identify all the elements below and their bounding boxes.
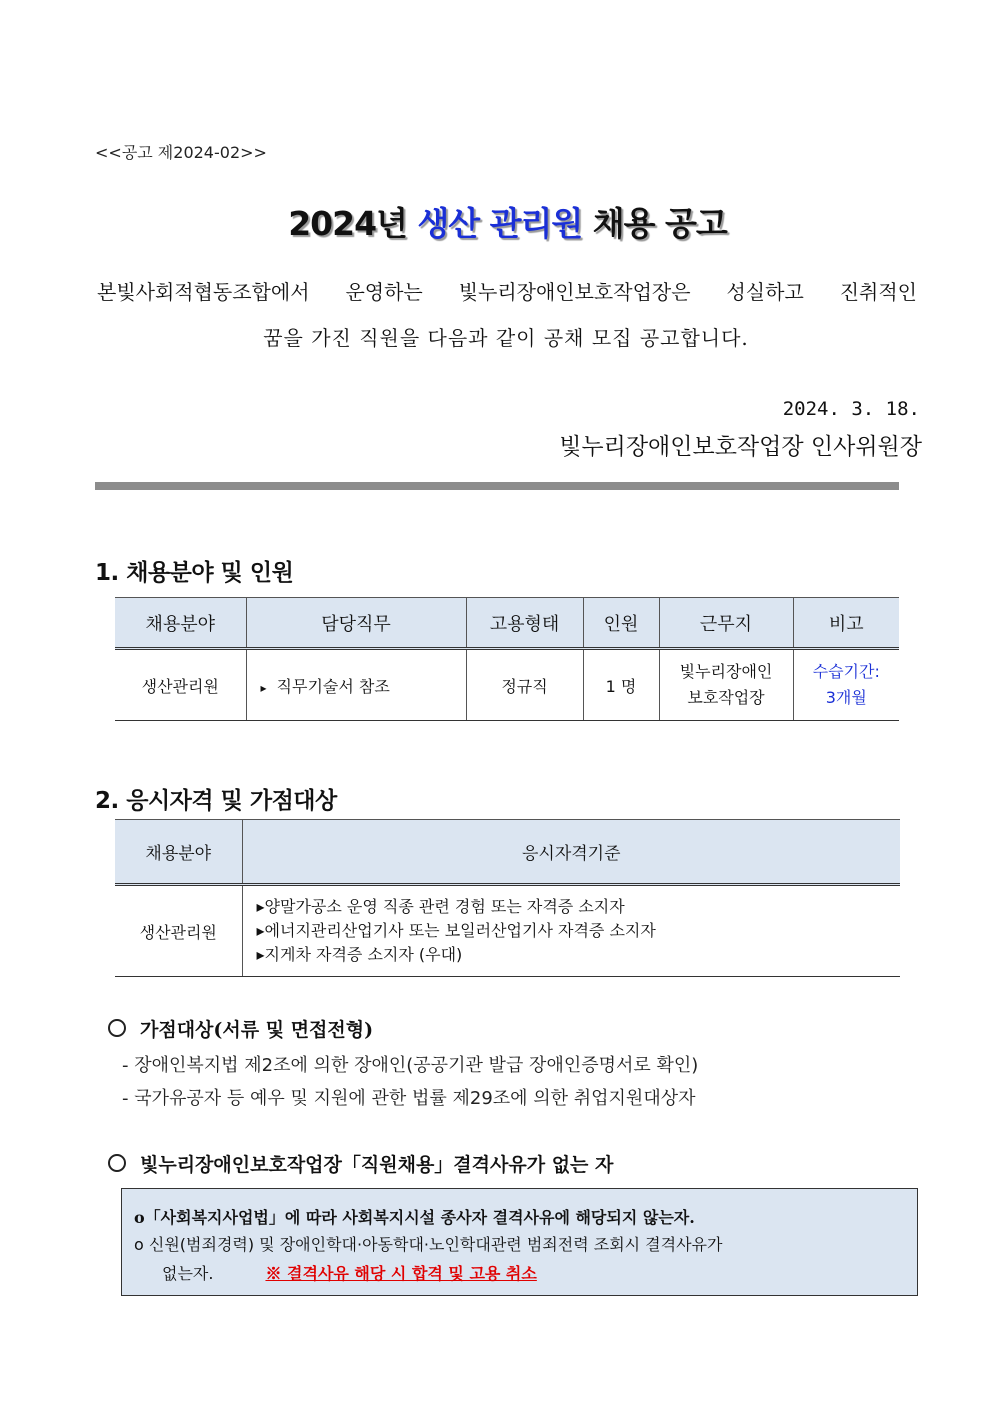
intro-line-1: 본빛사회적협동조합에서 운영하는 빛누리장애인보호작업장은 성실하고 진취적인 — [97, 280, 917, 304]
criteria-item: ▸지게차 자격증 소지자 (우대) — [256, 945, 463, 964]
field-cell: 생산관리원 — [115, 649, 246, 721]
disqualify-line-1: o「사회복지사업법」에 따라 사회복지시설 종사자 결격사유에 해당되지 않는자. — [134, 1208, 695, 1227]
title-highlight: 생산 관리원 — [417, 204, 583, 243]
col-header: 채용분야 — [115, 598, 246, 649]
criteria-item: ▸에너지관리산업기사 또는 보일러산업기사 자격증 소지자 — [256, 921, 656, 940]
disqualify-heading — [108, 1150, 613, 1177]
col-header: 응시자격기준 — [242, 820, 900, 885]
col-header: 인원 — [583, 598, 659, 649]
circle-bullet-icon — [108, 1019, 126, 1037]
table-row — [115, 649, 899, 721]
section2-heading: 2. 응시자격 및 가점대상 — [95, 788, 337, 814]
header-divider — [95, 482, 899, 490]
bonus-item: - 장애인복지법 제2조에 의한 장애인(공공기관 발급 장애인증명서로 확인) — [122, 1055, 699, 1076]
page-title — [0, 198, 992, 245]
intro-line-2: 꿈을 가진 직원을 다음과 같이 공채 모집 공고합니다. — [263, 326, 749, 350]
title-prefix: 2024년 — [288, 204, 418, 243]
col-header: 채용분야 — [115, 820, 242, 885]
location-line: 빛누리장애인 — [679, 662, 773, 681]
bonus-heading-text: 가점대상(서류 및 면접전형) — [140, 1019, 374, 1041]
table-header-row — [115, 820, 900, 885]
triangle-bullet-icon: ▸ — [260, 680, 267, 695]
title-suffix: 채용 공고 — [582, 204, 727, 243]
notice-number: <<공고 제2024-02>> — [95, 143, 267, 162]
qualification-table — [115, 819, 900, 977]
section1-heading: 1. 채용분야 및 인원 — [95, 560, 294, 586]
count-cell: 1 명 — [583, 649, 659, 721]
bonus-item: - 국가유공자 등 예우 및 지원에 관한 법률 제29조에 의한 취업지원대상자 — [122, 1088, 696, 1109]
duty-cell — [246, 649, 466, 721]
note-cell — [793, 649, 899, 721]
disqualify-line-2: o 신원(범죄경력) 및 장애인학대·아동학대·노인학대관련 범죄전력 조회시 결격사유가 — [134, 1235, 723, 1254]
disqualify-box — [121, 1188, 918, 1296]
location-cell — [659, 649, 793, 721]
note-line: 수습기간: — [812, 662, 880, 681]
note-line: 3개월 — [825, 688, 867, 707]
disqualify-line-3-text: 없는자. — [162, 1264, 214, 1283]
col-header: 비고 — [793, 598, 899, 649]
col-header: 근무지 — [659, 598, 793, 649]
notice-date: 2024. 3. 18. — [782, 398, 920, 420]
col-header: 고용형태 — [466, 598, 583, 649]
col-header: 담당직무 — [246, 598, 466, 649]
location-line: 보호작업장 — [687, 688, 765, 707]
disqualify-line-3 — [162, 1261, 537, 1284]
issuer: 빛누리장애인보호작업장 인사위원장 — [559, 434, 922, 460]
circle-bullet-icon — [108, 1154, 126, 1172]
criteria-item: ▸양말가공소 운영 직종 관련 경험 또는 자격증 소지자 — [256, 897, 625, 916]
table-row — [115, 885, 900, 977]
table-header-row — [115, 598, 899, 649]
disqualify-heading-text: 빛누리장애인보호작업장「직원채용」결격사유가 없는 자 — [140, 1154, 614, 1176]
positions-table — [115, 597, 899, 721]
bonus-heading — [108, 1015, 373, 1042]
type-cell: 정규직 — [466, 649, 583, 721]
field-cell: 생산관리원 — [115, 885, 242, 977]
duty-text: 직무기술서 참조 — [276, 676, 390, 696]
criteria-cell — [242, 885, 900, 977]
cancellation-warning: ※ 결격사유 해당 시 합격 및 고용 취소 — [265, 1264, 537, 1283]
